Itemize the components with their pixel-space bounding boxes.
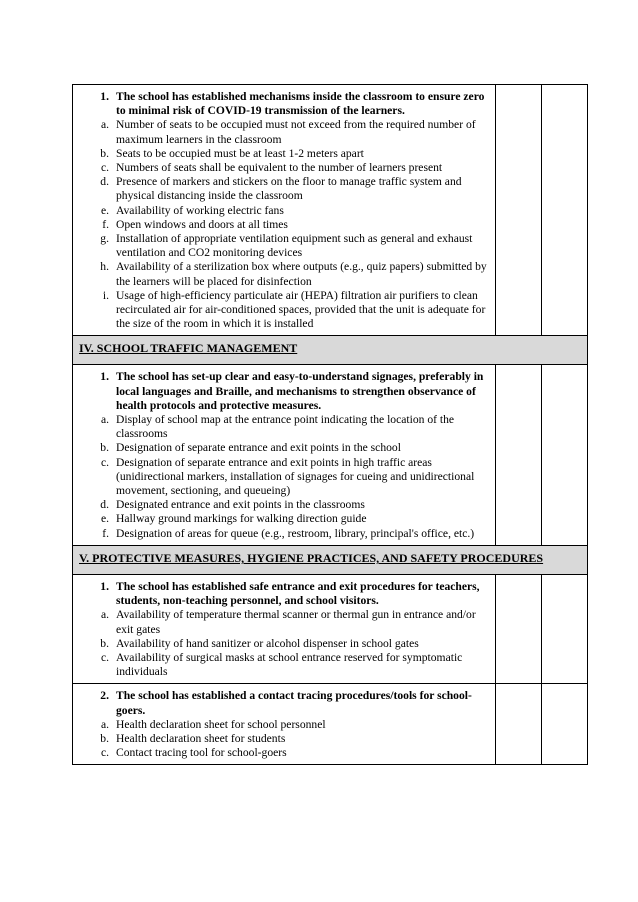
criterion-item: b. Designation of separate entrance and exit points in the school (100, 441, 401, 455)
section-title: IV. SCHOOL TRAFFIC MANAGEMENT (79, 341, 298, 356)
section-cell (73, 336, 588, 365)
check-cell[interactable] (496, 85, 542, 336)
criterion-item: b. Health declaration sheet for students (100, 731, 286, 745)
criterion-item: g. Installation of appropriate ventilation equipment such as general and exhaust ventilation and CO2 monitoring devices (100, 232, 473, 260)
checklist-row (73, 85, 588, 336)
criterion-item: f. Designation of areas for queue (e.g., restroom, library, principal's office, etc.) (102, 526, 475, 540)
section-row (73, 336, 588, 365)
checklist-row (73, 365, 588, 545)
check-cell[interactable] (542, 365, 588, 545)
criterion-item: h. Availability of a sterilization box where outputs (e.g., quiz papers) submitted by the learners will be placed for disinfection (100, 260, 487, 288)
criterion-heading: 1. The school has established mechanisms inside the classroom to ensure zero to minimal risk of COVID-19 transmission of the learners. (100, 90, 485, 118)
checklist-row (73, 574, 588, 683)
check-cell[interactable] (542, 684, 588, 765)
checklist-table (72, 84, 588, 765)
criterion-item: e. Hallway ground markings for walking direction guide (100, 512, 367, 526)
criterion-heading: 1. The school has set-up clear and easy-to-understand signages, preferably in local languages and Braille, and mechanisms to strengthen observance of health protocols and protective measures. (100, 370, 484, 412)
criterion-item: a. Display of school map at the entrance point indicating the location of the classrooms (100, 413, 455, 441)
criterion-item: e. Availability of working electric fans (100, 203, 284, 217)
check-cell[interactable] (542, 85, 588, 336)
criteria-cell (73, 574, 496, 683)
check-cell[interactable] (496, 365, 542, 545)
criterion-item: c. Designation of separate entrance and exit points in high traffic areas (unidirectional markers, installation of signages for cueing and unidirectional movement, sectioning, and queueing) (100, 455, 475, 498)
criterion-item: i. Usage of high-efficiency particulate air (HEPA) filtration air purifiers to clean recirculated air for air-conditioned spaces, provided that the unit is adequate for the size of the room in which it is installed (102, 288, 486, 331)
section-title: V. PROTECTIVE MEASURES, HYGIENE PRACTICES, AND SAFETY PROCEDURES (79, 550, 544, 565)
criteria-cell (73, 85, 496, 336)
criteria-cell (73, 365, 496, 545)
criterion-item: b. Seats to be occupied must be at least 1-2 meters apart (100, 146, 364, 160)
criterion-item: c. Numbers of seats shall be equivalent to the number of learners present (100, 161, 443, 175)
criterion-item: a. Number of seats to be occupied must not exceed from the required number of maximum learners in the classroom (100, 118, 476, 146)
check-cell[interactable] (496, 574, 542, 683)
check-cell[interactable] (496, 684, 542, 765)
criterion-item: d. Designated entrance and exit points in the classrooms (100, 498, 365, 512)
criterion-item: d. Presence of markers and stickers on the floor to manage traffic system and physical distancing inside the classroom (100, 175, 462, 203)
criterion-item: c. Contact tracing tool for school-goers (100, 746, 287, 760)
criterion-heading: 1. The school has established safe entrance and exit procedures for teachers, students, non-teaching personnel, and school visitors. (100, 579, 480, 608)
checklist-row (73, 684, 588, 765)
check-cell[interactable] (542, 574, 588, 683)
criterion-item: c. Availability of surgical masks at school entrance reserved for symptomatic individuals (100, 650, 463, 679)
section-row (73, 545, 588, 574)
section-cell (73, 545, 588, 574)
criteria-cell (73, 684, 496, 765)
criterion-item: b. Availability of hand sanitizer or alcohol dispenser in school gates (100, 636, 419, 650)
criterion-item: a. Health declaration sheet for school personnel (100, 717, 326, 731)
criterion-item: f. Open windows and doors at all times (102, 217, 288, 231)
criterion-item: a. Availability of temperature thermal scanner or thermal gun in entrance and/or exit gates (100, 608, 476, 636)
criterion-heading: 2. The school has established a contact tracing procedures/tools for school-goers. (100, 689, 472, 717)
